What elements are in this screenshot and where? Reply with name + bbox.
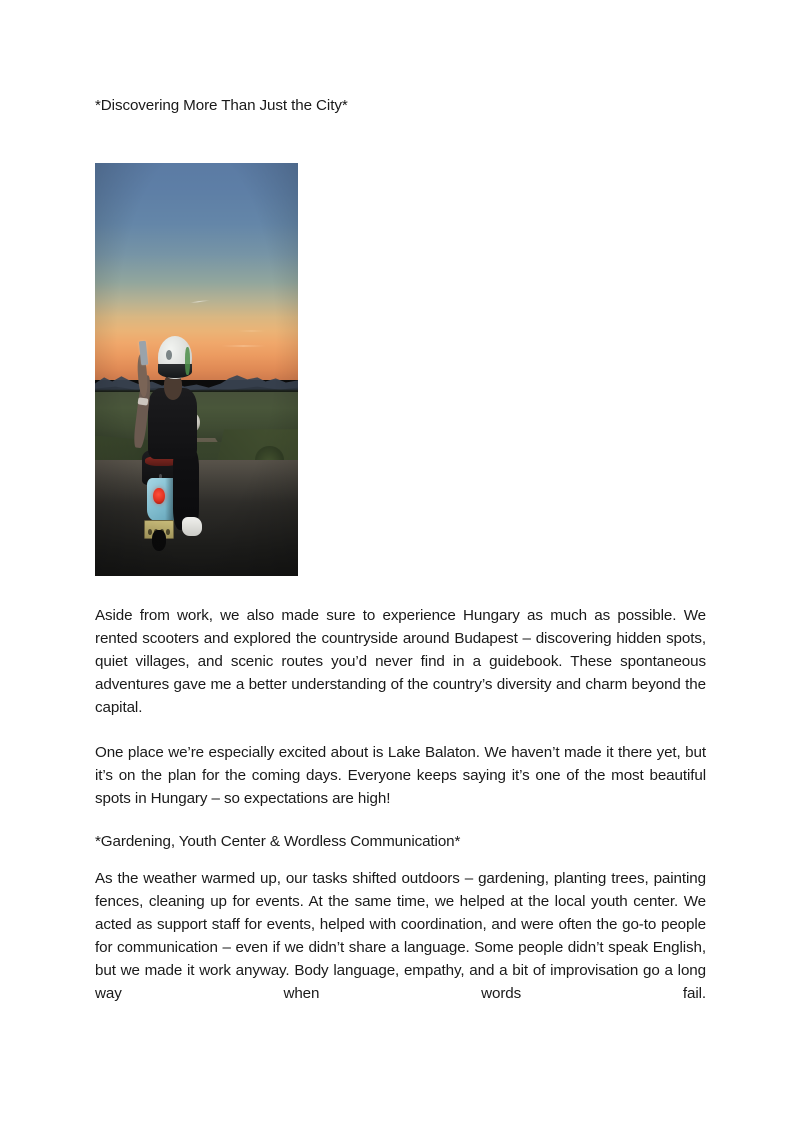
heading-spacer [95, 853, 706, 867]
rider-bracelet [137, 397, 148, 405]
photo-canvas [95, 163, 298, 576]
helmet-green-accent [185, 347, 190, 375]
cloud-wisp [221, 345, 266, 347]
paragraph-lake-balaton: One place we’re especially excited about is Lake Balaton. We haven’t made it there yet, but it’s on the plan for the coming days. Everyone keeps saying it’s one of the most beautiful spots in Hungary – so expectations are high! [95, 744, 706, 807]
document-body [95, 94, 706, 117]
rear-wheel [152, 530, 166, 551]
section-spacer [95, 810, 706, 830]
rider-and-scooter [136, 336, 221, 551]
paragraph-gardening-youth-center: As the weather warmed up, our tasks shifted outdoors – gardening, planting trees, painting fences, cleaning up for events. At the same time, we helped at the local youth center. We acted as support staff for events, helped with coordination, and were often the go-to people for communication – even if we didn’t share a language. Some people didn’t speak English, but we made it work anyway. Body language, empathy, and a bit of improvisation go a long way when words fail. [95, 870, 706, 1002]
rider-shoe [182, 517, 202, 536]
paragraph-aside-from-work: Aside from work, we also made sure to experience Hungary as much as possible. We rented scooters and explored the countryside around Budapest – discovering hidden spots, quiet villages, and scenic routes you’d never find in a guidebook. These spontaneous adventures gave me a better understanding of the country’s diversity and charm beyond the capital. [95, 607, 706, 716]
section-heading-discovering-more-than-just-the-city: *Discovering More Than Just the City* [95, 97, 348, 114]
scooter-taillight [153, 488, 164, 504]
section-heading-gardening-youth-center: *Gardening, Youth Center & Wordless Communication* [95, 833, 461, 850]
document-body-lower [95, 604, 706, 1005]
scooter-sunset-photo [95, 163, 298, 576]
paragraph-spacer [95, 719, 706, 741]
rider-phone [139, 340, 148, 364]
